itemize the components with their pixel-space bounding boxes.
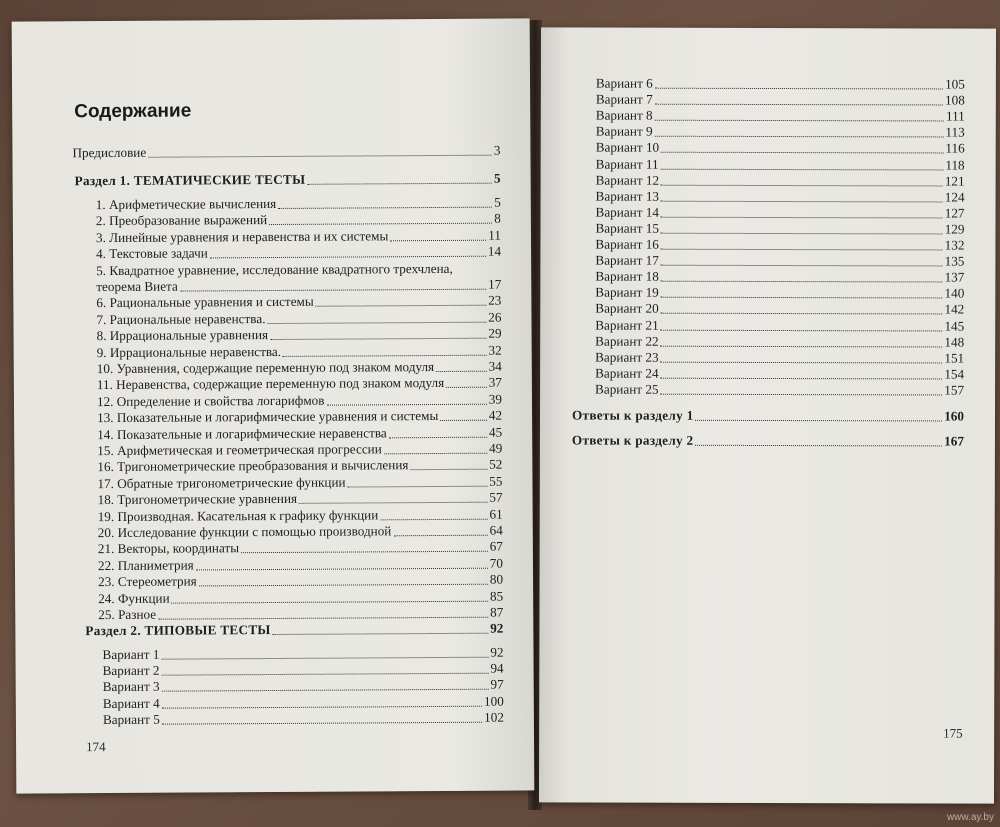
watermark: www.ay.by xyxy=(946,812,994,823)
toc-variant-item: Вариант 13 124 xyxy=(595,188,965,205)
toc-variant-item: Вариант 8 111 xyxy=(595,107,965,124)
toc-variant-item: Вариант 6 105 xyxy=(595,75,965,92)
toc-topic-item: 23. Стереометрия 80 xyxy=(98,571,504,590)
variants-list-right xyxy=(541,27,996,398)
toc-topic-item: 20. Исследование функции с помощью производной 64 xyxy=(97,522,503,541)
toc-variant-item: Вариант 19 140 xyxy=(595,284,965,301)
toc-topic-item: 18. Тригонометрические уравнения 57 xyxy=(97,489,503,508)
toc-topic-item: 15. Арифметическая и геометрическая прогрессии 49 xyxy=(97,440,503,459)
toc-topic-item: 13. Показательные и логарифмические уравнения и системы 42 xyxy=(97,407,503,426)
toc-variant-item: Вариант 2 94 xyxy=(102,660,504,679)
toc-variant-item: Вариант 12 121 xyxy=(595,172,965,189)
toc-variant-item: Вариант 21 145 xyxy=(595,317,965,334)
toc-topic-item: 1. Арифметические вычисления 5 xyxy=(95,194,501,213)
toc-topic-item: 6. Рациональные уравнения и системы 23 xyxy=(96,292,502,311)
toc-variant-item: Вариант 5 102 xyxy=(102,709,504,727)
toc-answers-1: Ответы к разделу 1 160 xyxy=(571,407,965,424)
toc-topic-item: 4. Текстовые задачи 14 xyxy=(96,243,502,262)
toc-topic-item: 3. Линейные уравнения и неравенства и их системы 11 xyxy=(95,227,502,245)
toc-topic-item: 10. Уравнения, содержащие переменную под знаком модуля 34 xyxy=(96,358,502,377)
toc-variant-item: Вариант 25 157 xyxy=(595,381,965,398)
toc-variant-item: Вариант 16 132 xyxy=(595,236,965,253)
toc-variant-item: Вариант 22 148 xyxy=(595,333,965,350)
toc-topic-item: 2. Преобразование выражений 8 xyxy=(95,210,501,229)
toc-topic-item: 7. Рациональные неравенства. 26 xyxy=(96,309,502,327)
left-page xyxy=(12,18,535,793)
toc-variant-item: Вариант 23 151 xyxy=(595,349,965,366)
toc-variant-item: Вариант 11 118 xyxy=(595,156,965,173)
toc-topic-item: 16. Тригонометрические преобразования и вычисления 52 xyxy=(97,456,503,475)
toc-variant-item: Вариант 3 97 xyxy=(102,676,504,695)
toc-topic-item: 12. Определение и свойства логарифмов 39 xyxy=(96,391,503,409)
toc-topic-5-line1: 5. Квадратное уравнение, исследование квадратного трехчлена, xyxy=(96,260,453,278)
toc-topic-item: 11. Неравенства, содержащие переменную под знаком модуля 37 xyxy=(96,374,502,393)
toc-section-1: Раздел 1. ТЕМАТИЧЕСКИЕ ТЕСТЫ 5 xyxy=(74,170,501,189)
toc-topic-item: 14. Показательные и логарифмические неравенства 45 xyxy=(97,424,503,442)
toc-topic-item: 17. Обратные тригонометрические функции 55 xyxy=(97,473,503,491)
toc-variant-item: Вариант 14 127 xyxy=(595,204,965,221)
toc-answers-2: Ответы к разделу 2 167 xyxy=(571,432,964,449)
toc-variant-item: Вариант 17 135 xyxy=(595,252,965,269)
toc-section-2: Раздел 2. ТИПОВЫЕ ТЕСТЫ 92 xyxy=(85,620,504,639)
toc-variant-item: Вариант 1 92 xyxy=(102,644,504,663)
toc-variant-item: Вариант 7 108 xyxy=(595,91,965,108)
right-page xyxy=(539,27,996,803)
toc-variant-item: Вариант 4 100 xyxy=(102,693,504,711)
toc-topic-item: 25. Разное 87 xyxy=(98,604,504,623)
toc-topic-item: 21. Векторы, координаты 67 xyxy=(97,538,503,557)
toc-topic-item: 24. Функции 85 xyxy=(98,588,504,606)
toc-variant-item: Вариант 20 142 xyxy=(595,300,965,317)
page-number-left: 174 xyxy=(86,739,106,755)
toc-variant-item: Вариант 24 154 xyxy=(595,365,965,382)
toc-topic-item: 19. Производная. Касательная к графику функции 61 xyxy=(97,506,503,524)
toc-variant-item: Вариант 15 129 xyxy=(595,220,965,237)
toc-entry-preface: Предисловие 3 xyxy=(72,142,501,161)
toc-variant-item: Вариант 9 113 xyxy=(595,123,965,140)
toc-variant-item: Вариант 10 116 xyxy=(595,139,965,156)
page-number-right: 175 xyxy=(943,725,963,741)
toc-topic-item: 8. Иррациональные уравнения 29 xyxy=(96,325,502,344)
toc-variant-item: Вариант 18 137 xyxy=(595,268,965,285)
toc-topic-item: 9. Иррациональные неравенства. 32 xyxy=(96,342,502,360)
toc-topic-item: 22. Планиметрия 70 xyxy=(97,555,504,573)
page-title: Содержание xyxy=(74,100,192,123)
toc-topic-item: теорема Виета 17 xyxy=(96,276,502,295)
